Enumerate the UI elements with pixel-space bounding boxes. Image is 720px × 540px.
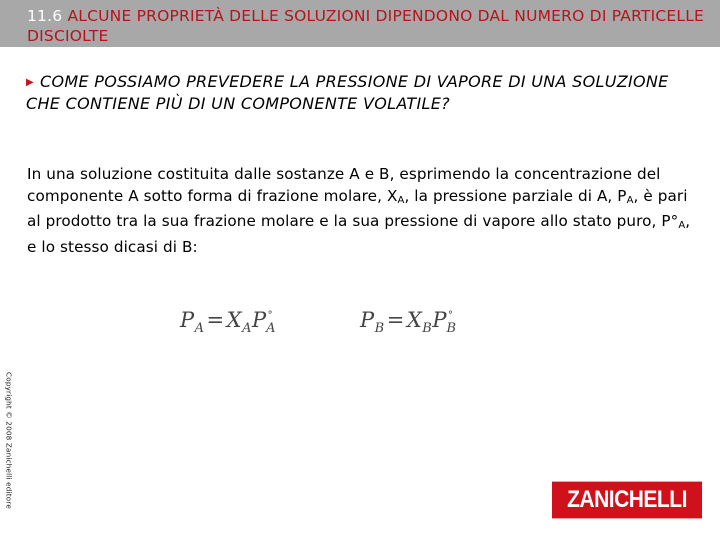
formula-b-p-sup: ° [447,310,454,321]
formula-a-p-sub: A [266,321,277,336]
formula-b-p-sub: B [446,321,457,336]
body-text-2: , la pressione parziale di A, P [404,186,627,205]
section-title: ALCUNE PROPRIETÀ DELLE SOLUZIONI DIPENDONO DAL NUMERO DI PARTICELLE DISCIOLTE [27,7,705,45]
formula-a-p-sup: ° [267,310,274,321]
copyright-notice: Copyright © 2008 Zanichelli editore [4,372,14,509]
body-paragraph [27,164,697,258]
zanichelli-logo: ZANICHELLI [552,482,702,519]
formula-a-lhs: P [180,308,195,332]
bullet-question-text: COME POSSIAMO PREVEDERE LA PRESSIONE DI VAPORE DI UNA SOLUZIONE CHE CONTIENE PIÙ DI UN COMPONENTE VOLATILE? [26,72,669,113]
formula-b-x: X [406,308,423,332]
body-text-4: , e lo stesso dicasi di B: [27,212,691,256]
body-sub-2: A [626,194,634,206]
formula-b-equals: = [386,308,405,332]
body-sub-3: A [678,220,686,231]
triangle-right-icon: ▶ [26,77,34,88]
formula-raoult-b [360,308,457,344]
formula-a-equals: = [206,308,225,332]
formula-a-lhs-sub: A [194,321,205,336]
section-number: 11.6 [27,7,63,25]
body-sub-1: A [397,194,405,206]
body-text-1: In una soluzione costituita dalle sostanze A e B, esprimendo la concentrazione del componente A sotto forma di frazione molare, X [27,165,661,205]
formula-a-x: X [226,308,243,332]
formula-b-lhs: P [360,308,375,332]
slide-title [27,6,707,46]
formula-raoult-a [180,308,276,344]
formula-b-p: P [432,308,447,332]
body-text-3: , è pari al prodotto tra la sua frazione molare e la sua pressione di vapore allo stato puro, P° [27,186,688,230]
formula-b-x-sub: B [422,321,433,336]
formula-b-lhs-sub: B [374,321,385,336]
bullet-question [26,71,686,114]
formula-a-p: P [251,308,267,332]
formula-a-x-sub: A [242,321,252,336]
